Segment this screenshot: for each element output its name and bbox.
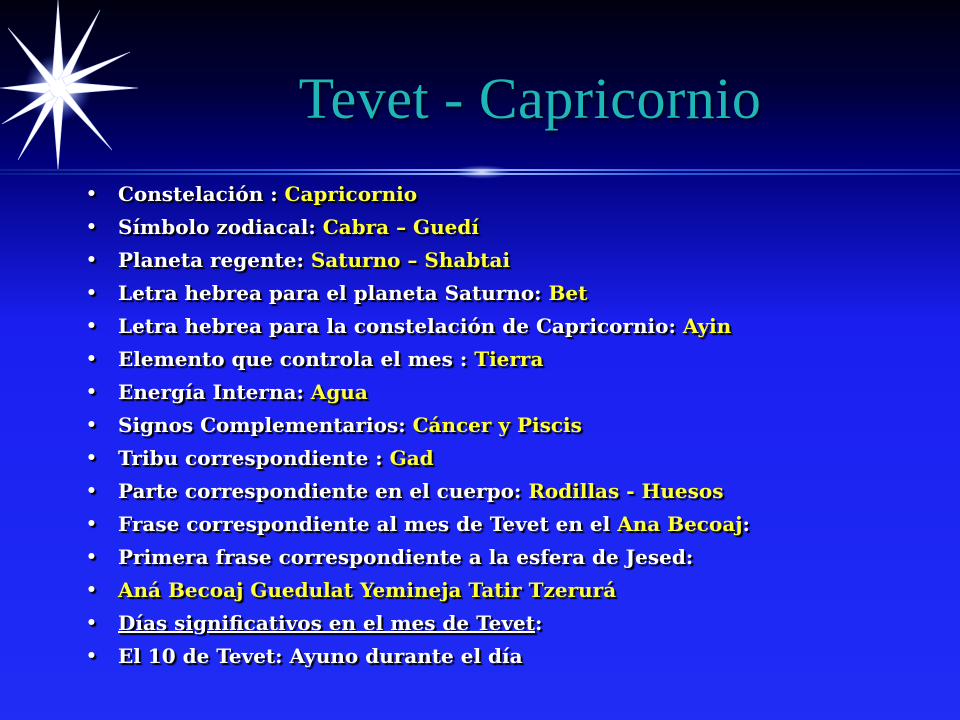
bullet-icon: • [86,448,97,468]
item-suffix: : [742,512,750,536]
item-value: Cabra – Guedí [322,215,479,239]
bullet-icon: • [86,382,97,402]
item-label: Constelación : [118,182,285,206]
bullet-icon: • [86,184,97,204]
list-item [86,376,946,409]
item-value: Capricornio [284,182,418,206]
item-value: Bet [548,281,588,305]
list-item [86,178,946,211]
item-label: Frase correspondiente al mes de Tevet en el [118,512,618,536]
item-label: Tribu correspondiente : [118,446,390,470]
item-label: Planeta regente: [118,248,311,272]
list-item [86,607,946,640]
item-value: Aná Becoaj Guedulat Yemineja Tatir Tzerurá [118,578,617,602]
item-value: Ayin [682,314,732,338]
bullet-icon: • [86,283,97,303]
bullet-icon: • [86,415,97,435]
item-label: Primera frase correspondiente a la esfera de Jesed: [118,545,694,569]
bullet-icon: • [86,580,97,600]
list-item [86,244,946,277]
item-value: Agua [310,380,368,404]
list-item [86,442,946,475]
item-label: Letra hebrea para la constelación de Capricornio: [118,314,683,338]
bullet-icon: • [86,481,97,501]
bullet-icon: • [86,316,97,336]
bullet-list [86,178,946,673]
list-item [86,574,946,607]
item-label: Elemento que controla el mes : [118,347,475,371]
item-suffix: : [535,611,543,635]
item-value: Ana Becoaj [617,512,743,536]
list-item [86,640,946,673]
bullet-icon: • [86,514,97,534]
list-item [86,343,946,376]
list-item [86,310,946,343]
bullet-icon: • [86,613,97,633]
item-label: El 10 de Tevet: Ayuno durante el día [118,644,523,668]
item-value: Tierra [474,347,544,371]
item-label: Parte correspondiente en el cuerpo: [118,479,529,503]
item-value: Gad [389,446,434,470]
item-value: Cáncer y Piscis [412,413,582,437]
item-label: Símbolo zodiacal: [118,215,323,239]
list-item [86,211,946,244]
bullet-icon: • [86,217,97,237]
slide-title: Tevet - Capricornio [298,66,762,131]
list-item [86,508,946,541]
bullet-icon: • [86,646,97,666]
list-item [86,277,946,310]
item-label: Energía Interna: [118,380,311,404]
item-label: Días significativos en el mes de Tevet [118,611,535,635]
list-item [86,409,946,442]
item-label: Signos Complementarios: [118,413,413,437]
item-value: Saturno – Shabtai [310,248,511,272]
item-label: Letra hebrea para el planeta Saturno: [118,281,549,305]
list-item [86,541,946,574]
list-item [86,475,946,508]
bullet-icon: • [86,250,97,270]
item-value: Rodillas - Huesos [528,479,724,503]
bullet-icon: • [86,547,97,567]
bullet-icon: • [86,349,97,369]
